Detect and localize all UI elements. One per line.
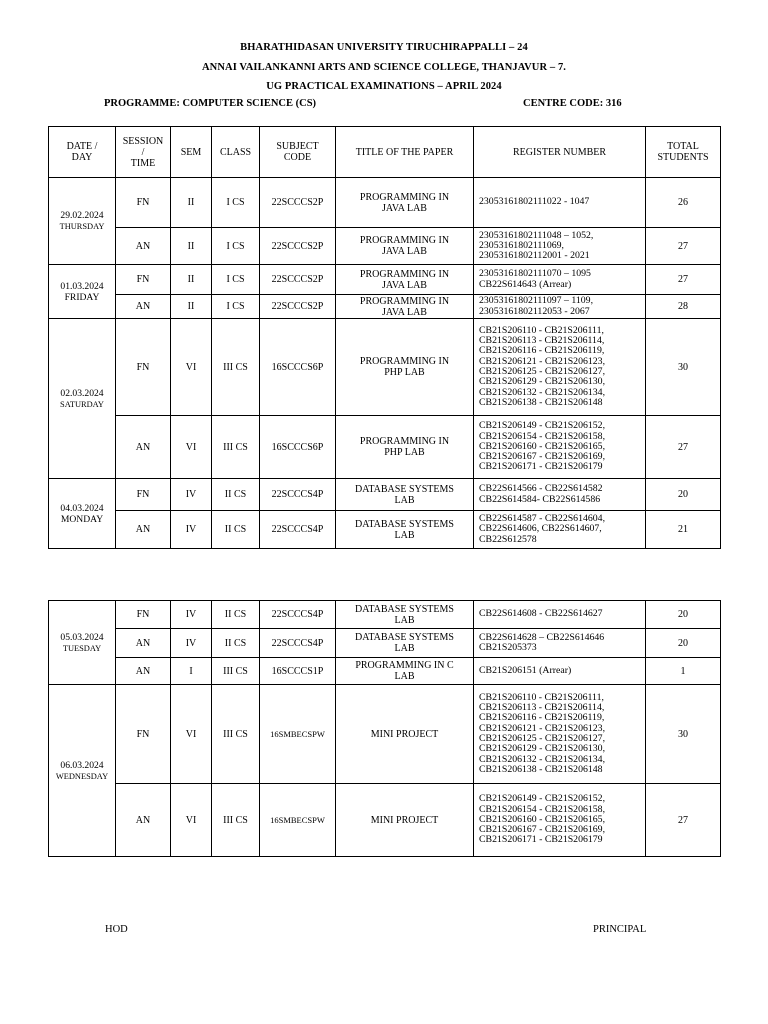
sem-cell: VI bbox=[171, 784, 212, 857]
sem-cell: VI bbox=[171, 416, 212, 479]
class-cell: II CS bbox=[212, 479, 260, 511]
col-sem: SEM bbox=[171, 127, 212, 178]
total-cell: 30 bbox=[646, 319, 721, 416]
sem-cell: VI bbox=[171, 319, 212, 416]
total-cell: 27 bbox=[646, 416, 721, 479]
code-cell: 16SCCCS6P bbox=[260, 416, 336, 479]
table-row bbox=[49, 416, 721, 479]
code-cell: 22SCCCS2P bbox=[260, 265, 336, 295]
exam-day: FRIDAY bbox=[64, 291, 100, 303]
exam-day: THURSDAY bbox=[59, 222, 105, 231]
exam-schedule-table-2 bbox=[48, 600, 721, 857]
col-date: DATE / DAY bbox=[49, 127, 116, 178]
col-code: SUBJECT CODE bbox=[260, 127, 336, 178]
title-cell: PROGRAMMING IN PHP LAB bbox=[336, 319, 474, 416]
exam-date: 29.02.2024 bbox=[60, 210, 104, 221]
code-cell: 16SCCCS1P bbox=[260, 658, 336, 685]
register-cell: CB21S206110 - CB21S206111, CB21S206113 - CB21S206114, CB21S206116 - CB21S206119, CB21S206121 - CB21S206123, CB21S206125 - CB21S206127, CB21S206129 - CB21S206130, CB21S206132 - CB21S206134, CB21S206138 - CB21S206148 bbox=[474, 685, 646, 784]
sem-cell: II bbox=[171, 228, 212, 265]
code-cell: 22SCCCS4P bbox=[260, 479, 336, 511]
sem-cell: I bbox=[171, 658, 212, 685]
total-cell: 26 bbox=[646, 178, 721, 228]
title-cell: DATABASE SYSTEMS LAB bbox=[336, 511, 474, 549]
session-cell: FN bbox=[116, 685, 171, 784]
day-cell bbox=[49, 319, 116, 479]
title-cell: DATABASE SYSTEMS LAB bbox=[336, 479, 474, 511]
session-cell: FN bbox=[116, 265, 171, 295]
session-cell: AN bbox=[116, 658, 171, 685]
col-class: CLASS bbox=[212, 127, 260, 178]
title-cell: PROGRAMMING IN JAVA LAB bbox=[336, 178, 474, 228]
register-cell: CB21S206110 - CB21S206111, CB21S206113 - CB21S206114, CB21S206116 - CB21S206119, CB21S206121 - CB21S206123, CB21S206125 - CB21S206127, CB21S206129 - CB21S206130, CB21S206132 - CB21S206134, CB21S206138 - CB21S206148 bbox=[474, 319, 646, 416]
day-cell bbox=[49, 265, 116, 319]
exam-day: SATURDAY bbox=[60, 399, 104, 409]
title-cell: DATABASE SYSTEMS LAB bbox=[336, 629, 474, 658]
exam-schedule-table-1 bbox=[48, 126, 721, 549]
sem-cell: VI bbox=[171, 685, 212, 784]
total-cell: 21 bbox=[646, 511, 721, 549]
exam-date: 01.03.2024 bbox=[60, 280, 104, 292]
title-cell: PROGRAMMING IN JAVA LAB bbox=[336, 265, 474, 295]
session-cell: FN bbox=[116, 178, 171, 228]
table-row bbox=[49, 178, 721, 228]
table-row bbox=[49, 265, 721, 295]
exam-date: 06.03.2024 bbox=[60, 759, 104, 771]
register-cell: 23053161802111070 – 1095 CB22S614643 (Arrear) bbox=[474, 265, 646, 295]
exam-title: UG PRACTICAL EXAMINATIONS – APRIL 2024 bbox=[266, 81, 502, 92]
code-cell: 22SCCCS4P bbox=[260, 511, 336, 549]
class-cell: II CS bbox=[212, 629, 260, 658]
register-cell: CB21S206149 - CB21S206152, CB21S206154 - CB21S206158, CB21S206160 - CB21S206165, CB21S206167 - CB21S206169, CB21S206171 - CB21S206179 bbox=[474, 784, 646, 857]
class-cell: III CS bbox=[212, 784, 260, 857]
table-row bbox=[49, 511, 721, 549]
class-cell: I CS bbox=[212, 178, 260, 228]
title-cell: DATABASE SYSTEMS LAB bbox=[336, 601, 474, 629]
table-row bbox=[49, 601, 721, 629]
sem-cell: IV bbox=[171, 479, 212, 511]
sem-cell: IV bbox=[171, 629, 212, 658]
exam-date: 04.03.2024 bbox=[60, 502, 104, 514]
title-cell: PROGRAMMING IN JAVA LAB bbox=[336, 228, 474, 265]
total-cell: 20 bbox=[646, 601, 721, 629]
table-row bbox=[49, 658, 721, 685]
register-cell: CB22S614628 – CB22S614646 CB21S205373 bbox=[474, 629, 646, 658]
session-cell: AN bbox=[116, 511, 171, 549]
total-cell: 1 bbox=[646, 658, 721, 685]
register-cell: 23053161802111022 - 1047 bbox=[474, 178, 646, 228]
register-cell: 23053161802111048 – 1052, 23053161802111069, 23053161802112001 - 2021 bbox=[474, 228, 646, 265]
session-cell: AN bbox=[116, 228, 171, 265]
day-cell bbox=[49, 479, 116, 549]
session-cell: FN bbox=[116, 601, 171, 629]
exam-date: 02.03.2024 bbox=[60, 387, 104, 399]
exam-day: TUESDAY bbox=[62, 643, 102, 653]
table-row bbox=[49, 685, 721, 784]
sem-cell: IV bbox=[171, 511, 212, 549]
total-cell: 27 bbox=[646, 228, 721, 265]
session-cell: AN bbox=[116, 784, 171, 857]
register-cell: CB22S614566 - CB22S614582 CB22S614584- CB22S614586 bbox=[474, 479, 646, 511]
class-cell: I CS bbox=[212, 265, 260, 295]
table-row bbox=[49, 629, 721, 658]
class-cell: III CS bbox=[212, 658, 260, 685]
total-cell: 28 bbox=[646, 295, 721, 319]
code-cell: 22SCCCS2P bbox=[260, 295, 336, 319]
hod-signature-label: HOD bbox=[105, 924, 128, 935]
code-cell: 22SCCCS2P bbox=[260, 178, 336, 228]
table-row bbox=[49, 319, 721, 416]
session-cell: AN bbox=[116, 416, 171, 479]
code-cell: 22SCCCS2P bbox=[260, 228, 336, 265]
class-cell: I CS bbox=[212, 228, 260, 265]
col-register: REGISTER NUMBER bbox=[474, 127, 646, 178]
class-cell: III CS bbox=[212, 416, 260, 479]
header-row bbox=[49, 127, 721, 178]
exam-day: MONDAY bbox=[60, 513, 104, 525]
code-cell: 16SCCCS6P bbox=[260, 319, 336, 416]
table-row bbox=[49, 295, 721, 319]
exam-day: WEDNESDAY bbox=[55, 771, 109, 781]
university-title: BHARATHIDASAN UNIVERSITY TIRUCHIRAPPALLI – 24 bbox=[240, 42, 528, 53]
total-cell: 20 bbox=[646, 629, 721, 658]
table-row bbox=[49, 479, 721, 511]
total-cell: 27 bbox=[646, 265, 721, 295]
class-cell: II CS bbox=[212, 601, 260, 629]
class-cell: III CS bbox=[212, 319, 260, 416]
session-cell: FN bbox=[116, 319, 171, 416]
sem-cell: IV bbox=[171, 601, 212, 629]
title-cell: MINI PROJECT bbox=[336, 685, 474, 784]
register-cell: CB22S614587 - CB22S614604, CB22S614606, CB22S614607, CB22S612578 bbox=[474, 511, 646, 549]
title-cell: MINI PROJECT bbox=[336, 784, 474, 857]
title-cell: PROGRAMMING IN JAVA LAB bbox=[336, 295, 474, 319]
register-cell: CB22S614608 - CB22S614627 bbox=[474, 601, 646, 629]
total-cell: 20 bbox=[646, 479, 721, 511]
day-cell bbox=[49, 685, 116, 857]
sem-cell: II bbox=[171, 178, 212, 228]
code-cell: 16SMBECSPW bbox=[260, 784, 336, 857]
code-cell: 22SCCCS4P bbox=[260, 629, 336, 658]
total-cell: 30 bbox=[646, 685, 721, 784]
title-cell: PROGRAMMING IN C LAB bbox=[336, 658, 474, 685]
sem-cell: II bbox=[171, 265, 212, 295]
principal-signature-label: PRINCIPAL bbox=[593, 924, 647, 935]
register-cell: CB21S206151 (Arrear) bbox=[474, 658, 646, 685]
total-cell: 27 bbox=[646, 784, 721, 857]
title-cell: PROGRAMMING IN PHP LAB bbox=[336, 416, 474, 479]
code-cell: 22SCCCS4P bbox=[260, 601, 336, 629]
class-cell: II CS bbox=[212, 511, 260, 549]
col-total: TOTAL STUDENTS bbox=[646, 127, 721, 178]
table-row bbox=[49, 228, 721, 265]
session-cell: FN bbox=[116, 479, 171, 511]
session-cell: AN bbox=[116, 629, 171, 658]
programme-label: PROGRAMME: COMPUTER SCIENCE (CS) bbox=[104, 98, 317, 109]
day-cell bbox=[49, 178, 116, 265]
session-cell: AN bbox=[116, 295, 171, 319]
register-cell: CB21S206149 - CB21S206152, CB21S206154 - CB21S206158, CB21S206160 - CB21S206165, CB21S206167 - CB21S206169, CB21S206171 - CB21S206179 bbox=[474, 416, 646, 479]
day-cell bbox=[49, 601, 116, 685]
code-cell: 16SMBECSPW bbox=[260, 685, 336, 784]
register-cell: 23053161802111097 – 1109, 23053161802112053 - 2067 bbox=[474, 295, 646, 319]
sem-cell: II bbox=[171, 295, 212, 319]
col-title: TITLE OF THE PAPER bbox=[336, 127, 474, 178]
col-session: SESSION / TIME bbox=[116, 127, 171, 178]
class-cell: III CS bbox=[212, 685, 260, 784]
exam-date: 05.03.2024 bbox=[60, 631, 104, 643]
centre-code: CENTRE CODE: 316 bbox=[523, 98, 622, 109]
table-row bbox=[49, 784, 721, 857]
college-title: ANNAI VAILANKANNI ARTS AND SCIENCE COLLEGE, THANJAVUR – 7. bbox=[201, 62, 567, 73]
class-cell: I CS bbox=[212, 295, 260, 319]
